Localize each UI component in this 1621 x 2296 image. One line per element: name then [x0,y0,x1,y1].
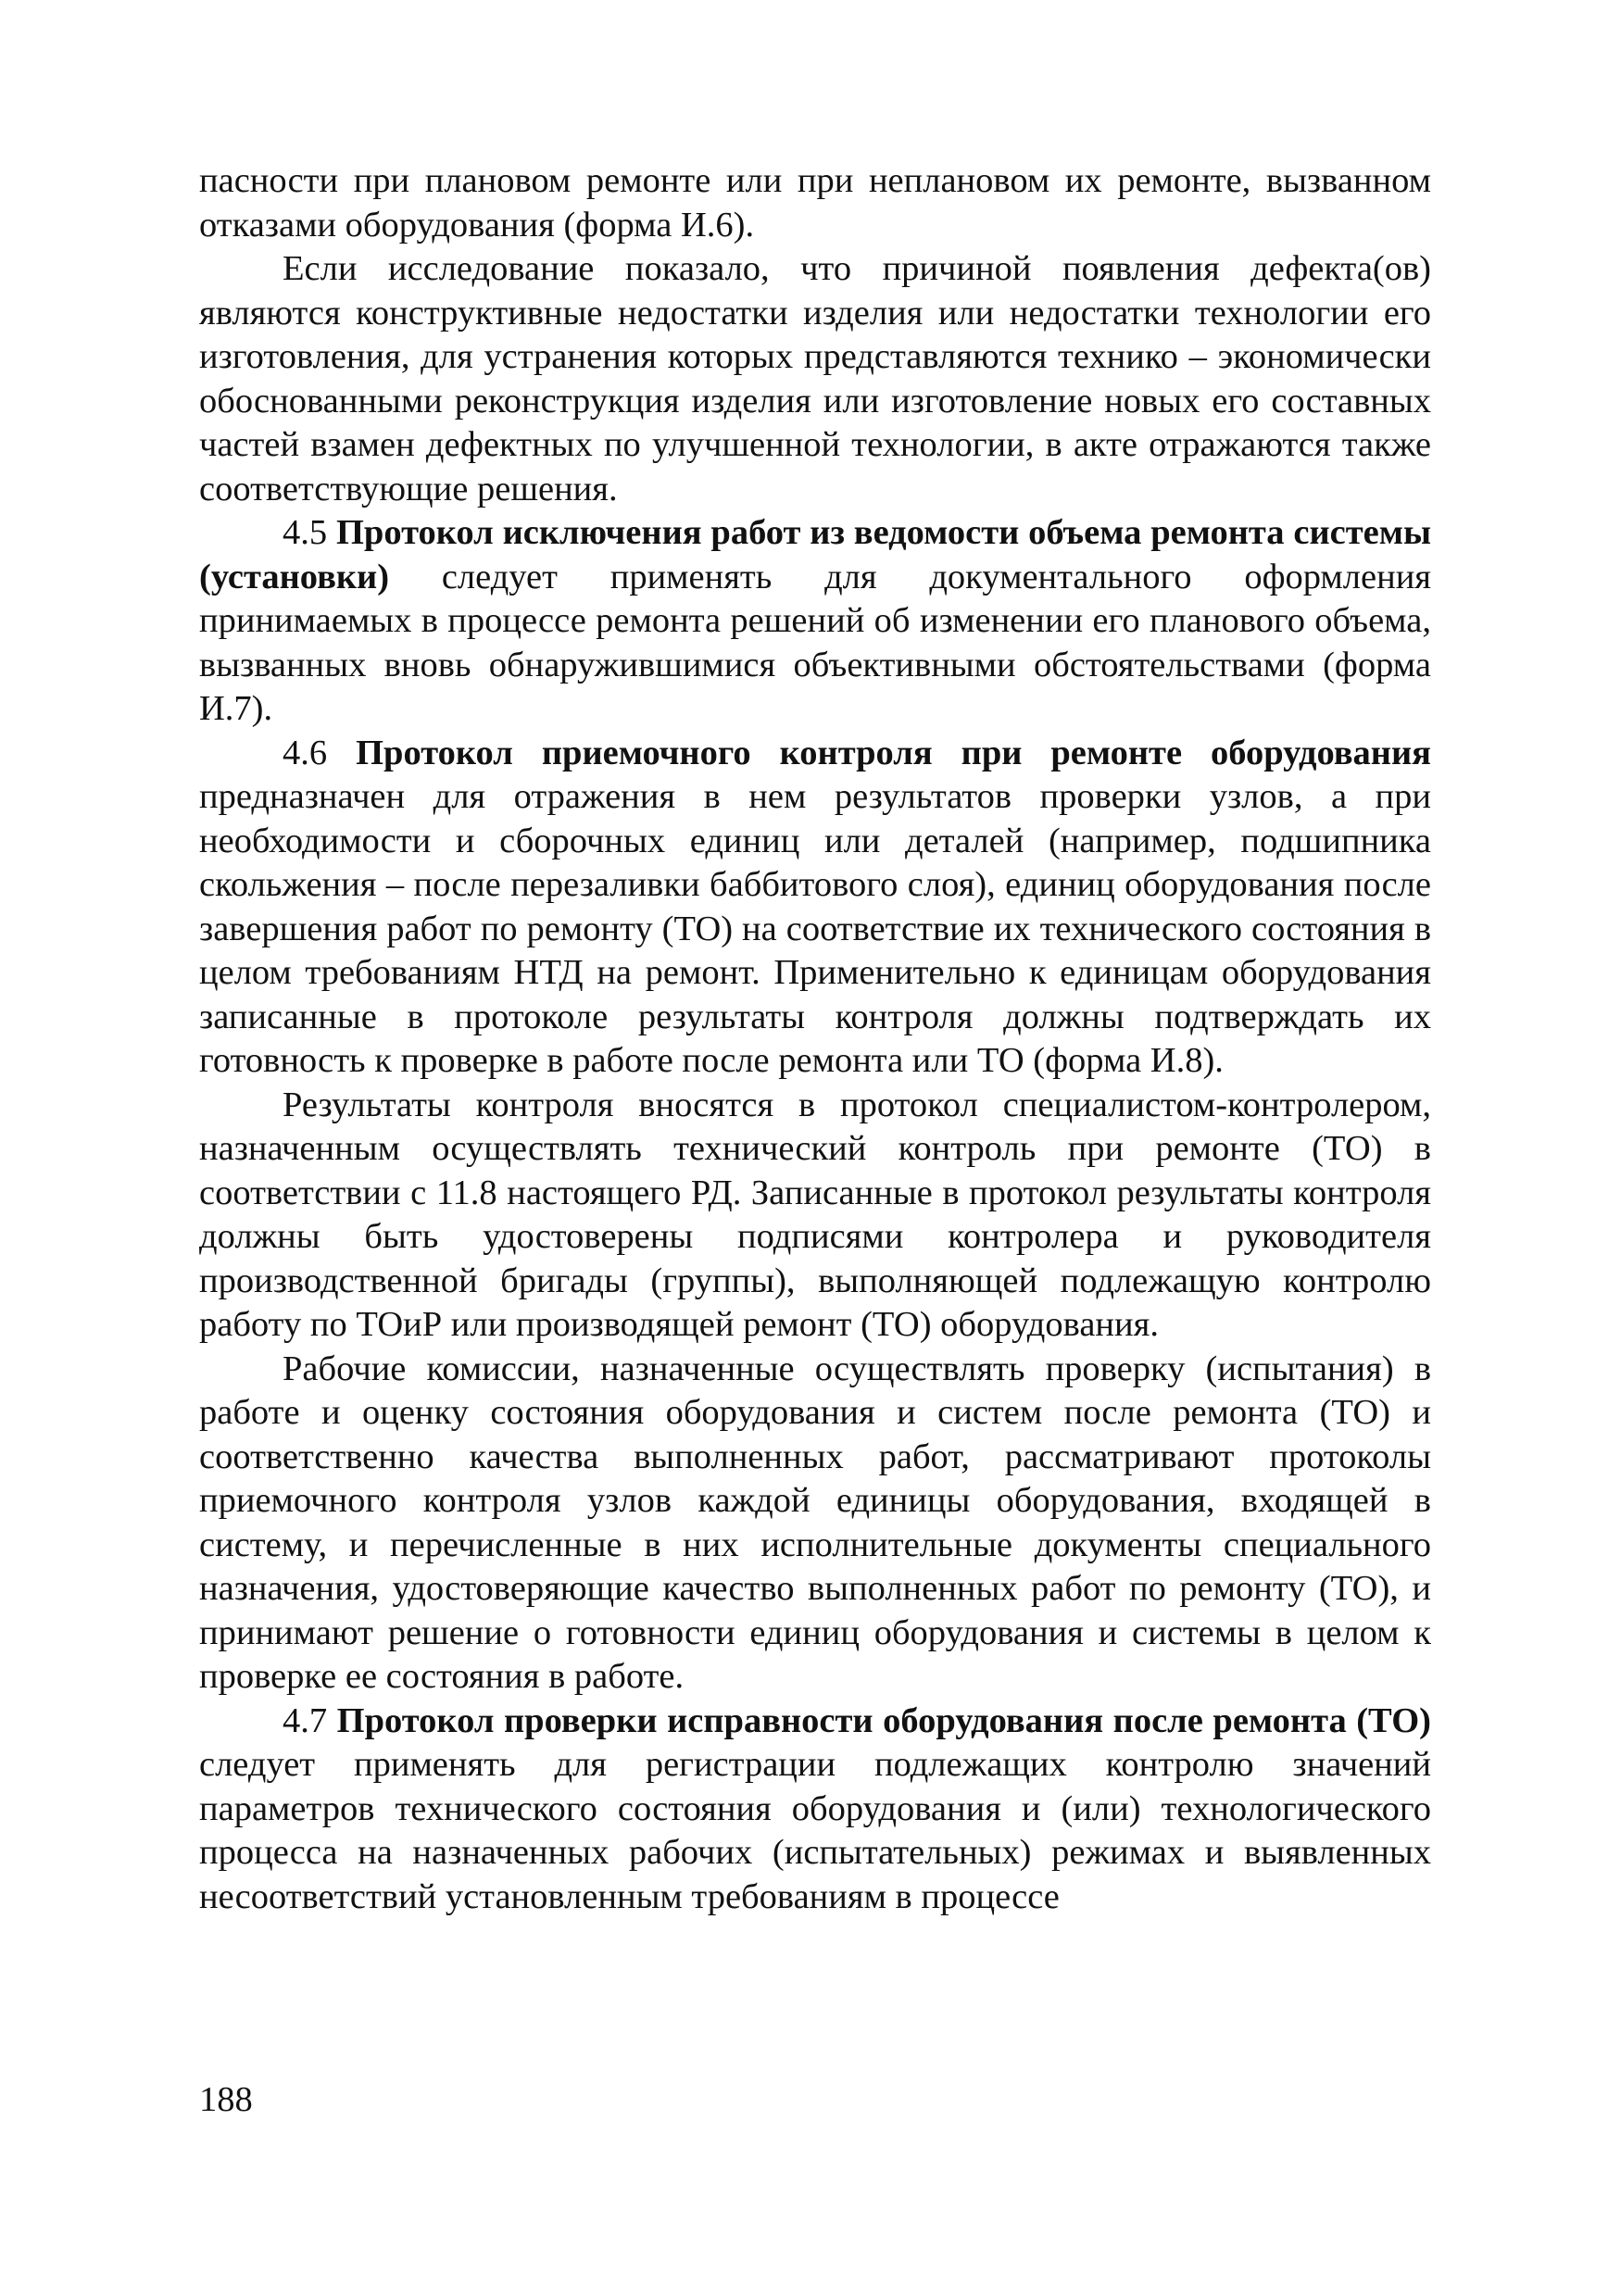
section-paragraph-4-5 [199,511,1431,732]
section-paragraph-4-6 [199,732,1431,1084]
section-number: 4.5 [283,513,328,552]
paragraph [199,1084,1431,1348]
paragraph-text: предназначен для отражения в нем результатов проверки узлов, а при необходимости и сборочных единиц или деталей (например, подшипника скольжения – после перезаливки баббитового слоя), единиц оборудования после завершения работ по ремонту (ТО) на соответствие их технического состояния в целом требованиям НТД на ремонт. Применительно к единицам оборудования записанные в протоколе результаты контроля должны подтверждать их готовность к проверке в работе после ремонта или ТО (форма И.8). [199,777,1431,1080]
section-title: Протокол проверки исправности оборудования после ремонта (ТО) [336,1700,1431,1740]
paragraph-text: следует применять для регистрации подлежащих контролю значений параметров технического состояния оборудования и (или) технологического процесса на назначенных рабочих (испытательных) режимах и выявленных несоответствий установленным требованиям в процессе [199,1745,1431,1916]
paragraph-text: Рабочие комиссии, назначенные осуществлять проверку (испытания) в работе и оценку состояния оборудования и систем после ремонта (ТО) и соответственно качества выполненных работ, рассматривают протоколы приемочного контроля узлов каждой единицы оборудования, входящей в систему, и перечисленные в них исполнительные документы специального назначения, удостоверяющие качество выполненных работ по ремонту (ТО), и принимают решение о готовности единиц оборудования и системы в целом к проверке ее состояния в работе. [199,1349,1431,1696]
document-body [199,159,1431,1919]
paragraph-text: следует применять для документального оформления принимаемых в процессе ремонта решений об изменении его планового объема, вызванных вновь обнаружившимися объективными обстоятельствами (форма И.7). [199,557,1432,728]
section-title: Протокол исключения работ из ведомости объема ремонта системы (установки) [199,513,1432,596]
paragraph [199,159,1431,247]
paragraph-text: Результаты контроля вносятся в протокол специалистом-контролером, назначенным осуществлять технический контроль при ремонте (ТО) в соответствии с 11.8 настоящего РД. Записанные в протокол результаты контроля должны быть удостоверены подписями контролера и руководителя производственной бригады (группы), выполняющей подлежащую контролю работу по ТОиР или производящей ремонт (ТО) оборудования. [199,1085,1431,1344]
paragraph-text: пасности при плановом ремонте или при неплановом их ремонте, вызванном отказами оборудования (форма И.6). [199,161,1431,245]
section-title: Протокол приемочного контроля при ремонте оборудования [356,733,1431,772]
paragraph [199,1348,1431,1700]
paragraph [199,247,1431,511]
section-number: 4.6 [283,733,328,772]
section-paragraph-4-7 [199,1700,1431,1920]
page-number: 188 [199,2080,253,2119]
section-number: 4.7 [283,1700,328,1740]
paragraph-text: Если исследование показало, что причиной появления дефекта(ов) являются конструктивные недостатки изделия или недостатки технологии его изготовления, для устранения которых представляются технико – экономически обоснованными реконструкция изделия или изготовление новых его составных частей взамен дефектных по улучшенной технологии, в акте отражаются также соответствующие решения. [199,249,1431,508]
